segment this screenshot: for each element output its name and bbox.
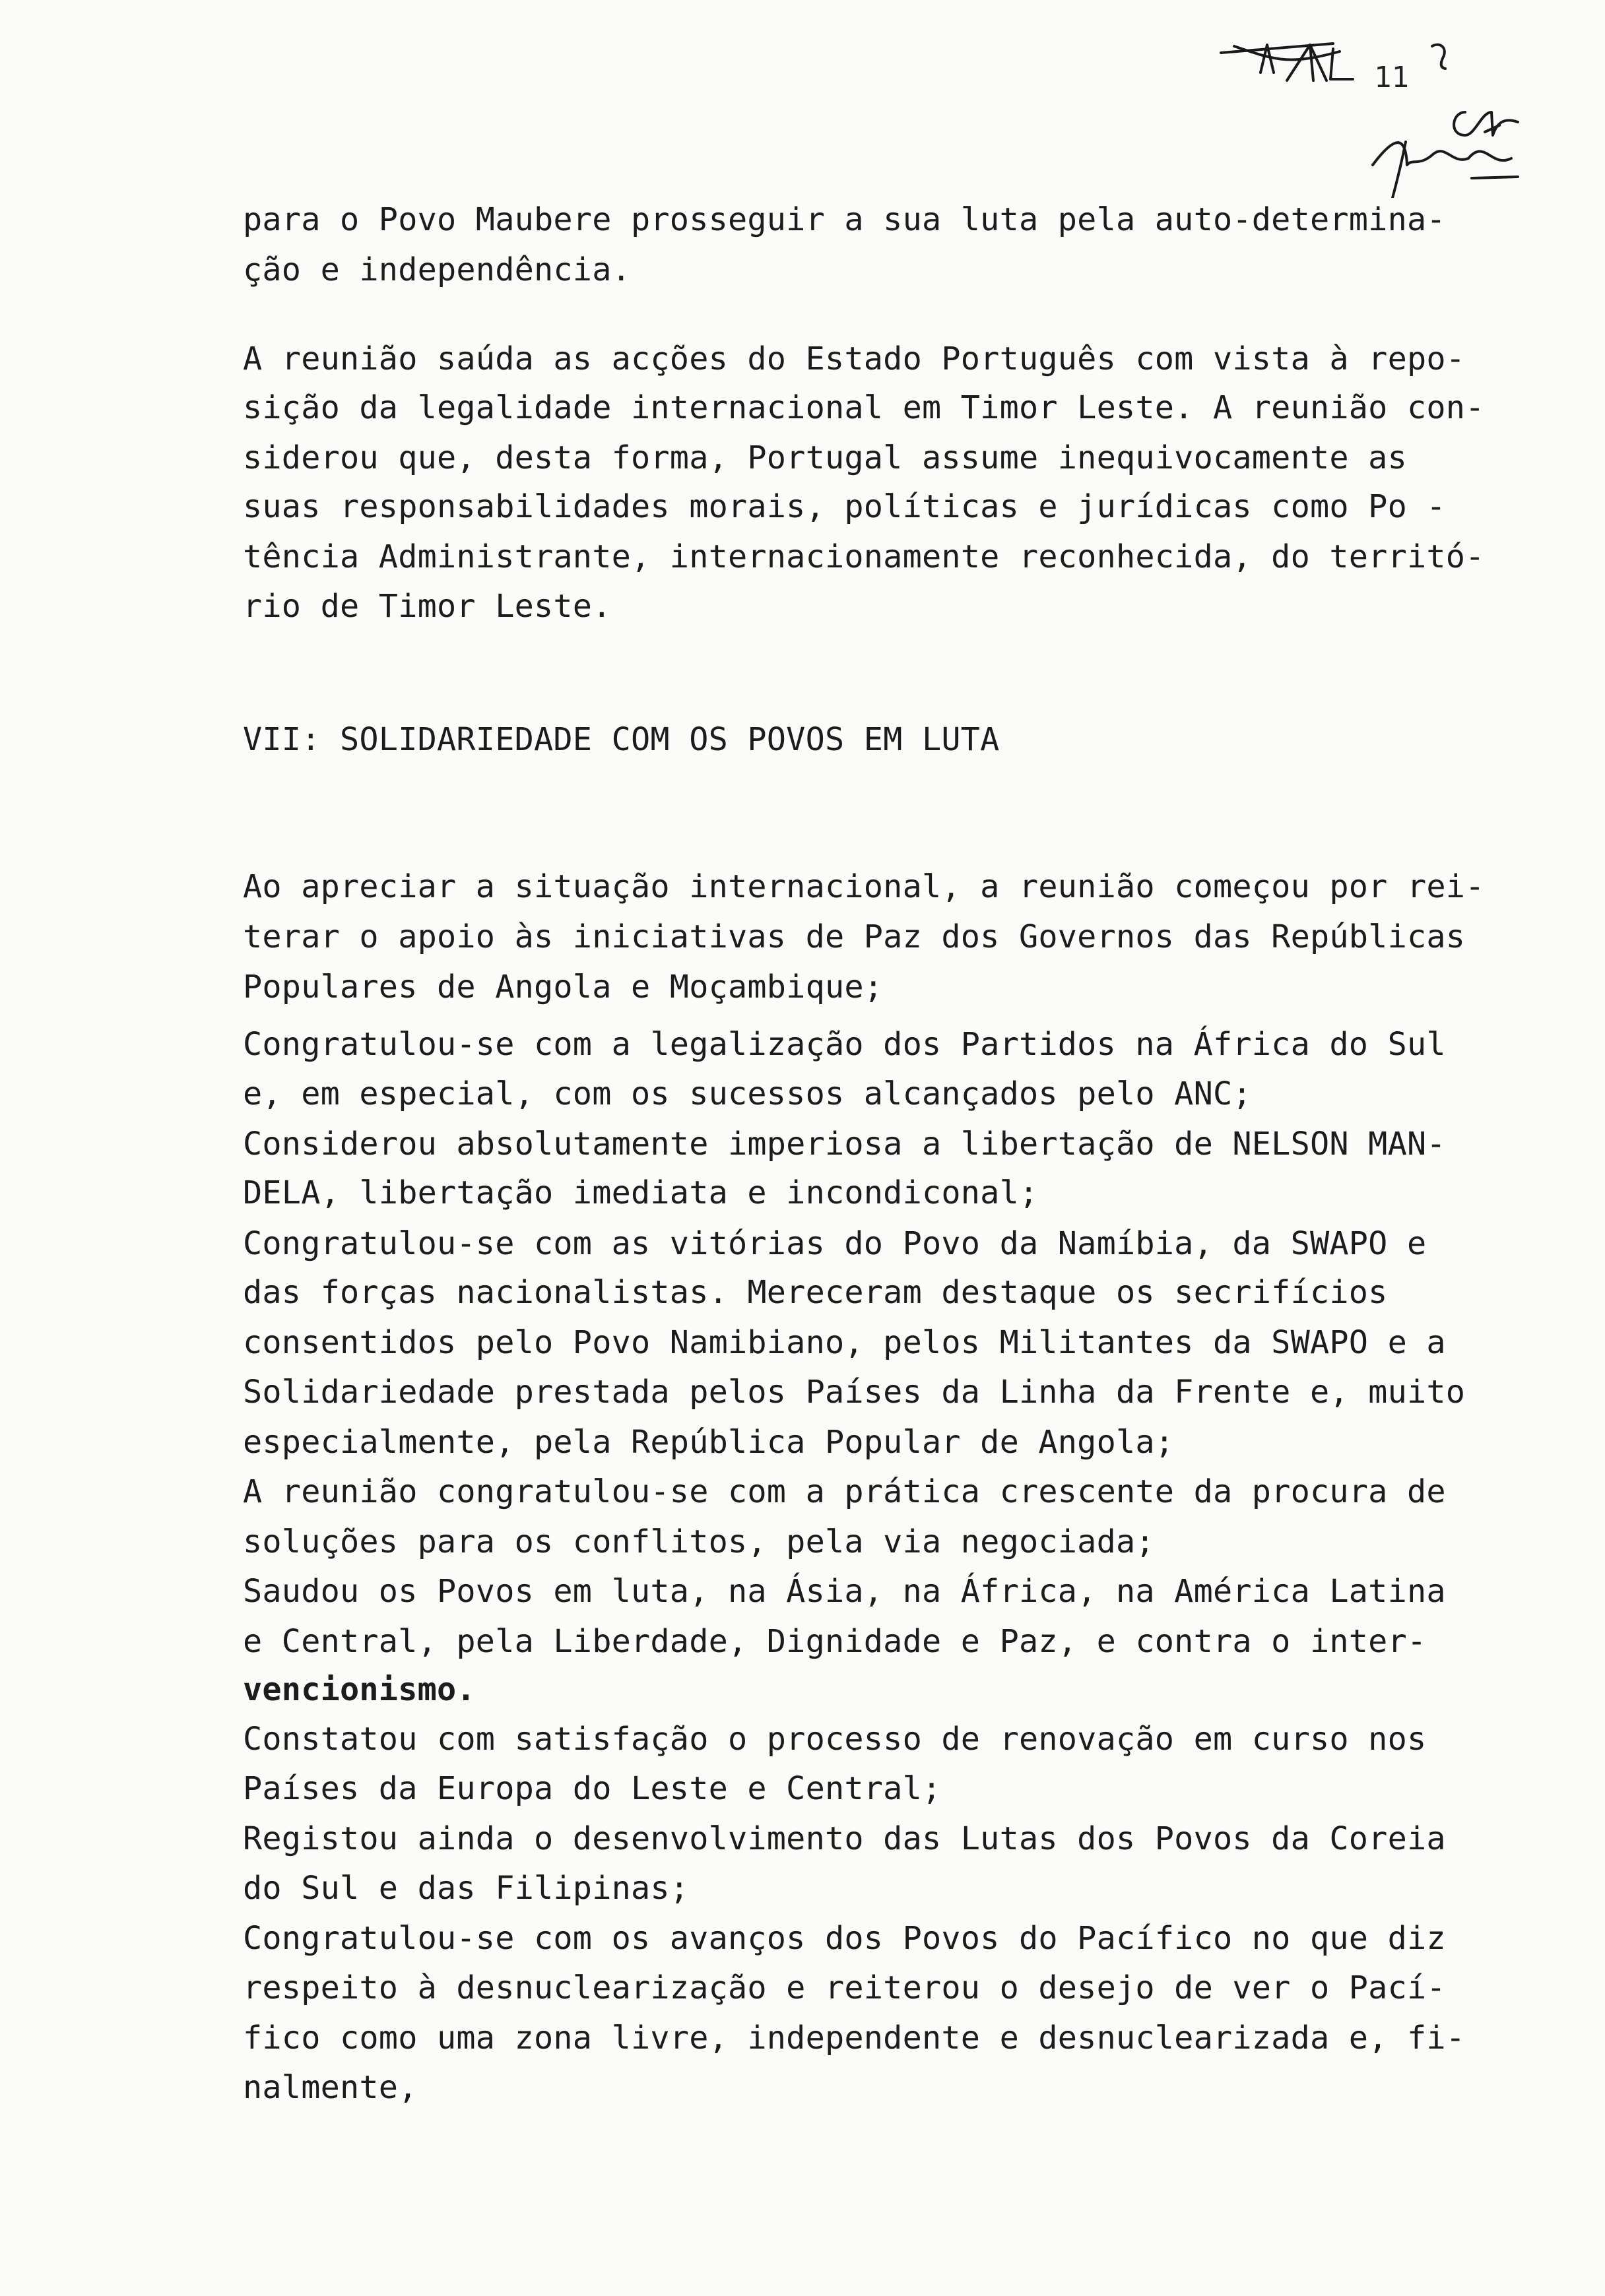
text-line: e Central, pela Liberdade, Dignidade e Paz, e contra o inter- — [243, 1623, 1427, 1660]
text-line: consentidos pelo Povo Namibiano, pelos Militantes da SWAPO e a — [243, 1324, 1446, 1361]
text-line: Registou ainda o desenvolvimento das Lutas dos Povos da Coreia — [243, 1820, 1446, 1857]
text-line: Saudou os Povos em luta, na Ásia, na África, na América Latina — [243, 1573, 1446, 1610]
text-line: A reunião saúda as acções do Estado Português com vista à repo- — [243, 340, 1466, 377]
text-line: especialmente, pela República Popular de Angola; — [243, 1424, 1175, 1461]
text-line: sição da legalidade internacional em Timor Leste. A reunião con- — [243, 389, 1485, 426]
text-line: nalmente, — [243, 2069, 418, 2106]
text-line: Países da Europa do Leste e Central; — [243, 1770, 942, 1807]
signature-icon — [1175, 26, 1544, 198]
text-line: para o Povo Maubere prosseguir a sua luta pela auto-determina- — [243, 201, 1446, 238]
text-line: Solidariedade prestada pelos Países da Linha da Frente e, muito — [243, 1374, 1466, 1411]
text-line: suas responsabilidades morais, políticas e jurídicas como Po - — [243, 488, 1446, 525]
text-line: e, em especial, com os sucessos alcançados pelo ANC; — [243, 1075, 1252, 1112]
text-line: Constatou com satisfação o processo de renovação em curso nos — [243, 1721, 1427, 1758]
text-line: soluções para os conflitos, pela via negociada; — [243, 1523, 1155, 1560]
text-line: vencionismo. — [243, 1671, 476, 1708]
text-line: Ao apreciar a situação internacional, a reunião começou por rei- — [243, 868, 1485, 905]
text-line: do Sul e das Filipinas; — [243, 1870, 690, 1907]
page-number: 11 — [1374, 61, 1409, 94]
text-line: Congratulou-se com a legalização dos Partidos na África do Sul — [243, 1026, 1446, 1063]
text-line: das forças nacionalistas. Mereceram destaque os secrifícios — [243, 1274, 1388, 1311]
text-line: terar o apoio às iniciativas de Paz dos Governos das Repúblicas — [243, 918, 1466, 955]
text-line: DELA, libertação imediata e incondiconal; — [243, 1174, 1039, 1211]
text-line: Congratulou-se com os avanços dos Povos do Pacífico no que diz — [243, 1920, 1446, 1957]
text-line: Congratulou-se com as vitórias do Povo da Namíbia, da SWAPO e — [243, 1225, 1427, 1262]
text-line: respeito à desnuclearização e reiterou o desejo de ver o Pací- — [243, 1969, 1446, 2006]
text-line: ção e independência. — [243, 251, 631, 288]
text-line: Considerou absolutamente imperiosa a libertação de NELSON MAN- — [243, 1126, 1446, 1163]
text-line: tência Administrante, internacionamente reconhecida, do territó- — [243, 538, 1485, 575]
handwritten-signature — [1175, 26, 1544, 198]
text-line: fico como uma zona livre, independente e desnuclearizada e, fi- — [243, 2020, 1466, 2057]
text-line: Populares de Angola e Moçambique; — [243, 969, 884, 1005]
section-heading: VII: SOLIDARIEDADE COM OS POVOS EM LUTA — [243, 721, 1000, 758]
text-line: siderou que, desta forma, Portugal assume inequivocamente as — [243, 439, 1407, 476]
text-line: rio de Timor Leste. — [243, 588, 612, 625]
text-line: A reunião congratulou-se com a prática crescente da procura de — [243, 1473, 1446, 1510]
